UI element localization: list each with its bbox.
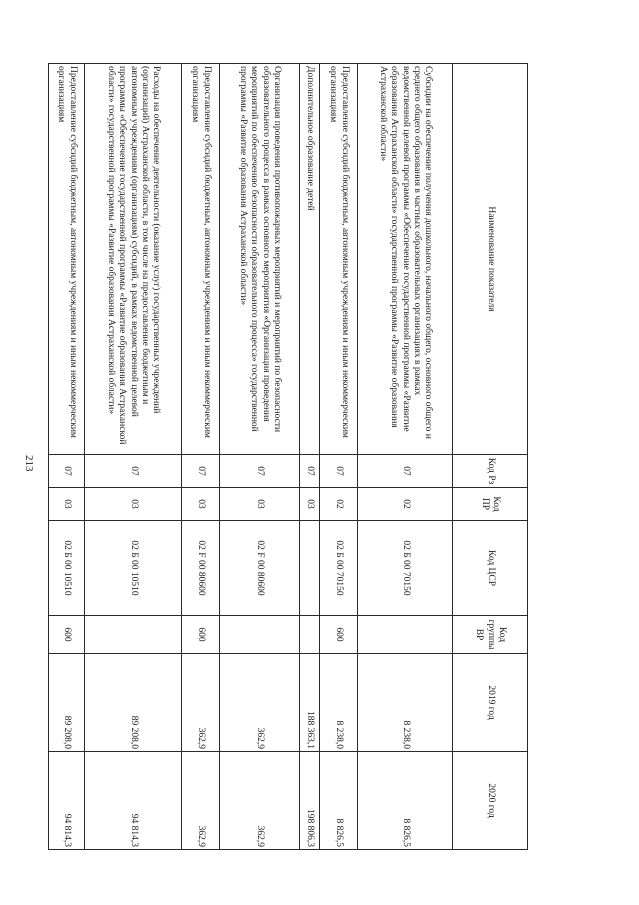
- row-vr: 600: [182, 616, 220, 654]
- row-2019: 89 208,0: [49, 654, 85, 752]
- row-2020: 8 826,5: [358, 752, 453, 850]
- row-2019: 188 363,1: [300, 654, 320, 752]
- header-2019: 2019 год: [453, 654, 528, 752]
- budget-table: [48, 63, 528, 850]
- header-2020: 2020 год: [453, 752, 528, 850]
- row-vr: 600: [320, 616, 358, 654]
- rotated-table-container: [56, 63, 528, 850]
- row-name: Организация проведения противопожарных мероприятий и мероприятий по безопасности образовательного процесса в рамках основного мероприятия «Организация проведения мероприятий по обеспечению безопасности образовательного процесса» государственной программы «Развитие образования Астраханской области»: [220, 64, 300, 455]
- table-header-row: [453, 64, 528, 850]
- row-2020: 198 806,3: [300, 752, 320, 850]
- row-csr: 02 Б 00 10510: [85, 521, 182, 616]
- row-rz: 07: [85, 455, 182, 488]
- row-2019: 8 238,0: [358, 654, 453, 752]
- table-row: [220, 64, 300, 850]
- row-2020: 8 826,5: [320, 752, 358, 850]
- row-2020: 94 814,3: [49, 752, 85, 850]
- page-number: 213: [23, 455, 35, 472]
- row-name: Предоставление субсидий бюджетным, автономным учреждениям и иным некоммерческим организациям: [182, 64, 220, 455]
- row-rz: 07: [320, 455, 358, 488]
- row-pr: 03: [182, 488, 220, 521]
- header-vr: Код группы ВР: [453, 616, 528, 654]
- row-name: Расходы на обеспечение деятельности (оказание услуг) государственных учреждений (организаций) Астраханской области, в том числе на предоставление бюджетным и автономным учреждениям (организациям) субсидий, в рамках ведомственной целевой программы «Обеспечение государственной программы «Развитие образования Астраханской области» государственной программы «Развитие образования Астраханской области»: [85, 64, 182, 455]
- row-vr: [358, 616, 453, 654]
- row-pr: 02: [358, 488, 453, 521]
- row-2019: 362,9: [182, 654, 220, 752]
- row-2020: 362,9: [182, 752, 220, 850]
- row-pr: 03: [85, 488, 182, 521]
- row-2020: 362,9: [220, 752, 300, 850]
- row-pr: 03: [300, 488, 320, 521]
- row-rz: 07: [300, 455, 320, 488]
- row-csr: 02 F 00 80600: [220, 521, 300, 616]
- row-name: Предоставление субсидий бюджетным, автономным учреждениям и иным некоммерческим организациям: [320, 64, 358, 455]
- header-name: Наименование показателя: [453, 64, 528, 455]
- row-pr: 03: [220, 488, 300, 521]
- row-name: Дополнительное образование детей: [300, 64, 320, 455]
- row-2020: 94 814,3: [85, 752, 182, 850]
- header-pr: Код ПР: [453, 488, 528, 521]
- row-csr: 02 F 00 80600: [182, 521, 220, 616]
- table-row: [182, 64, 220, 850]
- row-vr: 600: [49, 616, 85, 654]
- row-name: Предоставление субсидий бюджетным, автономным учреждениям и иным некоммерческим организациям: [49, 64, 85, 455]
- table-row: [320, 64, 358, 850]
- table-row: [85, 64, 182, 850]
- row-rz: 07: [358, 455, 453, 488]
- table-row: [300, 64, 320, 850]
- table-row: [49, 64, 85, 850]
- row-vr: [85, 616, 182, 654]
- row-2019: 8 238,0: [320, 654, 358, 752]
- row-csr: 02 Б 00 70150: [358, 521, 453, 616]
- row-csr: 02 Б 00 10510: [49, 521, 85, 616]
- row-vr: [220, 616, 300, 654]
- row-vr: [300, 616, 320, 654]
- row-pr: 03: [49, 488, 85, 521]
- header-rz: Код Рз: [453, 455, 528, 488]
- row-2019: 362,9: [220, 654, 300, 752]
- row-pr: 02: [320, 488, 358, 521]
- row-2019: 89 208,0: [85, 654, 182, 752]
- row-rz: 07: [182, 455, 220, 488]
- row-rz: 07: [49, 455, 85, 488]
- header-csr: Код ЦСР: [453, 521, 528, 616]
- row-rz: 07: [220, 455, 300, 488]
- row-csr: [300, 521, 320, 616]
- table-row: [358, 64, 453, 850]
- row-name: Субсидии на обеспечение получения дошкольного, начального общего, основного общего и среднего общего образования в частных образовательных организациях в рамках ведомственной целевой программы «Обеспечение государственной программы «Развитие образования Астраханской области» государственной программы «Развитие образования Астраханской области»: [358, 64, 453, 455]
- row-csr: 02 Б 00 70150: [320, 521, 358, 616]
